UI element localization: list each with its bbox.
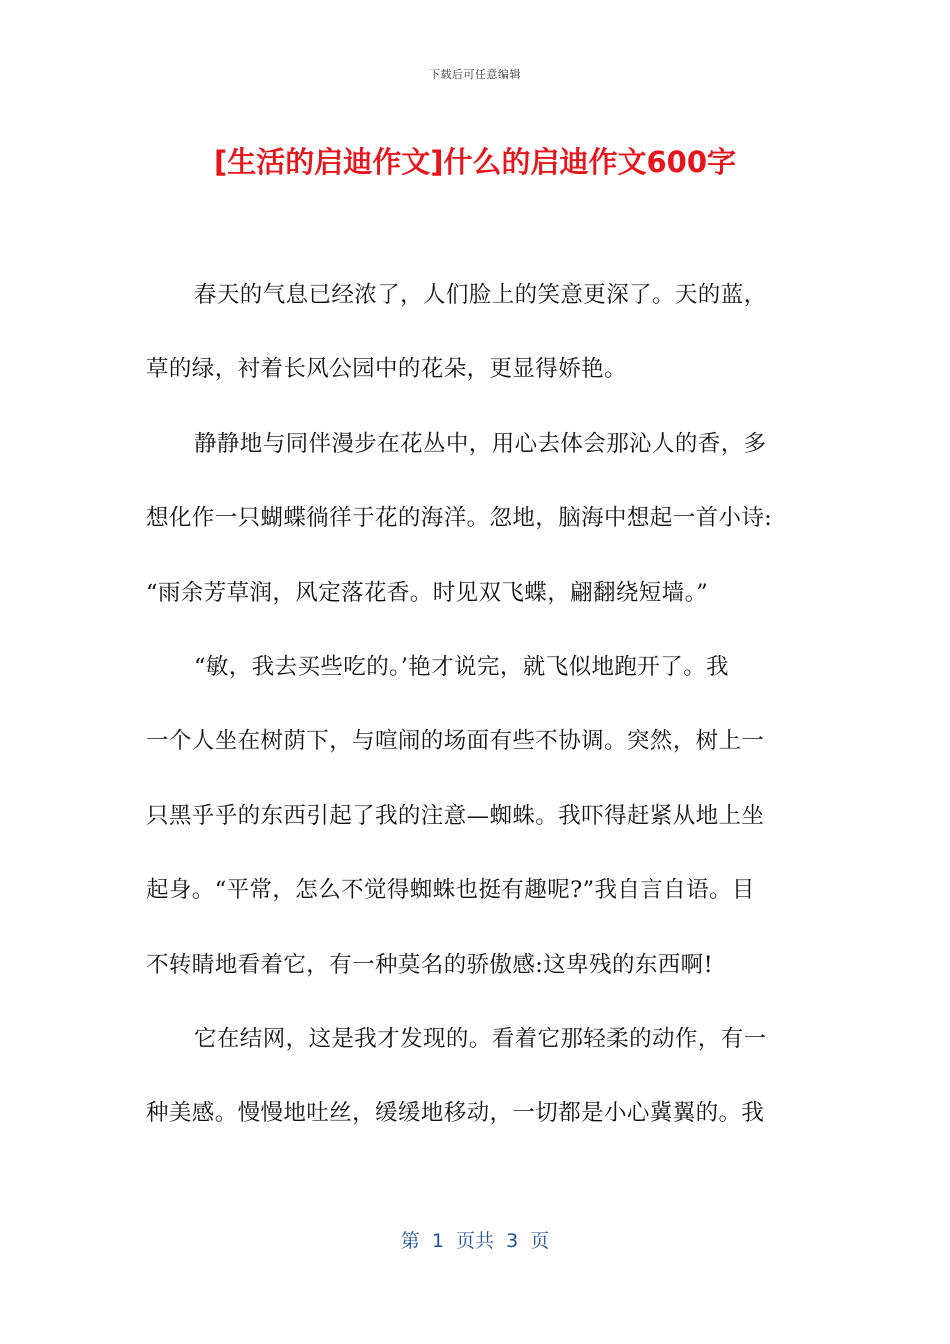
paragraph-line: 种美感。慢慢地吐丝，缓缓地移动，一切都是小心冀翼的。我: [146, 1100, 765, 1127]
paragraph-line: 想化作一只蝴蝶徜徉于花的海洋。忽地，脑海中想起一首小诗:: [146, 505, 773, 532]
paragraph-line: 草的绿，衬着长风公园中的花朵，更显得娇艳。: [146, 356, 627, 383]
paragraph-line: 春天的气息已经浓了，人们脸上的笑意更深了。天的蓝，: [194, 282, 767, 308]
paragraph-line: 它在结网，这是我才发现的。看着它那轻柔的动作，有一: [194, 1025, 767, 1052]
document-body: [146, 258, 806, 1151]
paragraph-line: 起身。“平常，怎么不觉得蜘蛛也挺有趣呢?”我自言自语。目: [146, 877, 755, 904]
paragraph-line: 不转睛地看着它，有一种莫名的骄傲感:这卑残的东西啊!: [146, 951, 714, 978]
document-title: [生活的启迪作文]什么的启迪作文600字: [213, 145, 737, 179]
page-header-note: 下载后可任意编辑: [429, 68, 521, 81]
paragraph-line: “雨余芳草润，风定落花香。时见双飞蝶，翩翻绕短墙。”: [146, 579, 709, 606]
paragraph-line: 静静地与同伴漫步在花丛中，用心去体会那沁人的香，多: [194, 430, 767, 457]
paragraph-line: 一个人坐在树荫下，与喧闹的场面有些不协调。突然，树上一: [146, 728, 765, 755]
paragraph-line: 只黑乎乎的东西引起了我的注意—蜘蛛。我吓得赶紧从地上坐: [146, 802, 765, 829]
paragraph-line: “敏，我去买些吃的。’艳才说完，就飞似地跑开了。我: [194, 653, 729, 680]
page-number: 第 1 页共 3 页: [400, 1230, 550, 1252]
